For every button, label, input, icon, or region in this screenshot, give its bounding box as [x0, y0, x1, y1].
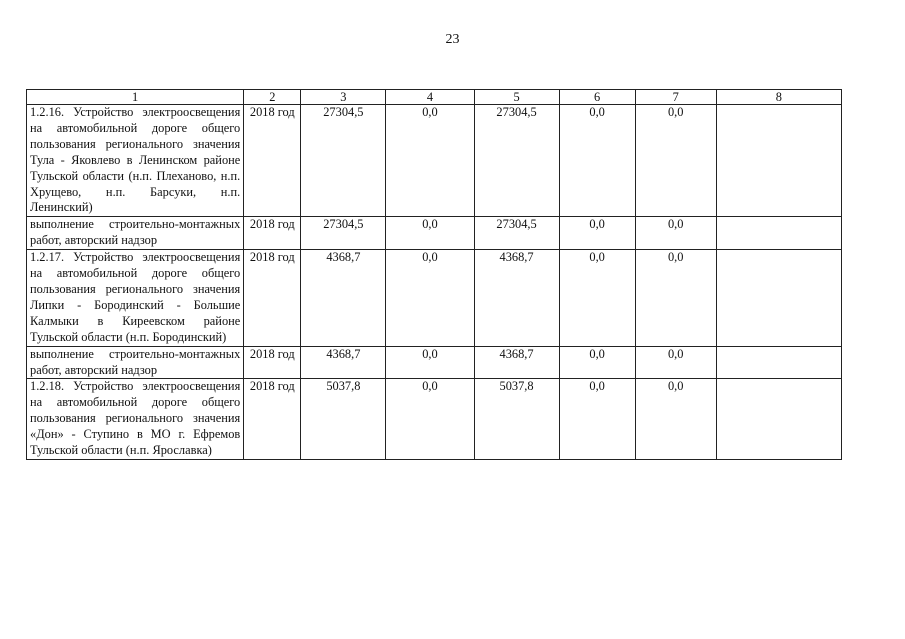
row-value-col5: 4368,7	[474, 346, 559, 379]
row-value-col7: 0,0	[635, 217, 716, 250]
table-row	[27, 250, 842, 346]
row-value-col8	[716, 217, 841, 250]
row-value-col8	[716, 105, 841, 217]
table-row	[27, 217, 842, 250]
row-value-col8	[716, 250, 841, 346]
row-value-col6: 0,0	[559, 105, 635, 217]
row-value-col6: 0,0	[559, 250, 635, 346]
row-description: выполнение строительно-монтажных работ, авторский надзор	[27, 346, 244, 379]
column-header: 7	[635, 90, 716, 105]
row-value-col6: 0,0	[559, 217, 635, 250]
column-header: 2	[244, 90, 301, 105]
row-description: выполнение строительно-монтажных работ, авторский надзор	[27, 217, 244, 250]
row-value-col5: 4368,7	[474, 250, 559, 346]
row-value-col3: 4368,7	[301, 250, 386, 346]
table-row	[27, 346, 842, 379]
row-value-col4: 0,0	[386, 250, 474, 346]
row-value-col4: 0,0	[386, 379, 474, 460]
row-year: 2018 год	[244, 379, 301, 460]
row-value-col6: 0,0	[559, 346, 635, 379]
row-value-col3: 4368,7	[301, 346, 386, 379]
row-year: 2018 год	[244, 250, 301, 346]
row-value-col4: 0,0	[386, 217, 474, 250]
row-value-col4: 0,0	[386, 346, 474, 379]
row-value-col6: 0,0	[559, 379, 635, 460]
row-description: 1.2.17. Устройство электроосвещения на автомобильной дороге общего пользования регионального значения Липки - Бородинский - Большие Калмыки в Киреевском районе Тульской области (н.п. Бородинский)	[27, 250, 244, 346]
row-description: 1.2.16. Устройство электроосвещения на автомобильной дороге общего пользования регионального значения Тула - Яковлево в Ленинском районе Тульской области (н.п. Плеханово, н.п. Хрущево, н.п. Барсуки, н.п. Ленинский)	[27, 105, 244, 217]
row-value-col3: 27304,5	[301, 217, 386, 250]
column-header: 1	[27, 90, 244, 105]
row-value-col7: 0,0	[635, 250, 716, 346]
column-header: 8	[716, 90, 841, 105]
row-year: 2018 год	[244, 346, 301, 379]
row-value-col5: 27304,5	[474, 105, 559, 217]
column-header: 4	[386, 90, 474, 105]
row-year: 2018 год	[244, 217, 301, 250]
row-value-col5: 27304,5	[474, 217, 559, 250]
row-value-col4: 0,0	[386, 105, 474, 217]
table-row	[27, 379, 842, 460]
row-description: 1.2.18. Устройство электроосвещения на автомобильной дороге общего пользования регионального значения «Дон» - Ступино в МО г. Ефремов Тульской области (н.п. Ярославка)	[27, 379, 244, 460]
row-value-col8	[716, 346, 841, 379]
column-header: 5	[474, 90, 559, 105]
row-value-col7: 0,0	[635, 105, 716, 217]
budget-table	[26, 89, 842, 460]
row-value-col8	[716, 379, 841, 460]
row-value-col7: 0,0	[635, 346, 716, 379]
row-value-col3: 5037,8	[301, 379, 386, 460]
column-header: 6	[559, 90, 635, 105]
column-header: 3	[301, 90, 386, 105]
table-header-row	[27, 90, 842, 105]
row-value-col5: 5037,8	[474, 379, 559, 460]
row-year: 2018 год	[244, 105, 301, 217]
row-value-col3: 27304,5	[301, 105, 386, 217]
table-row	[27, 105, 842, 217]
row-value-col7: 0,0	[635, 379, 716, 460]
page-number: 23	[445, 32, 460, 47]
